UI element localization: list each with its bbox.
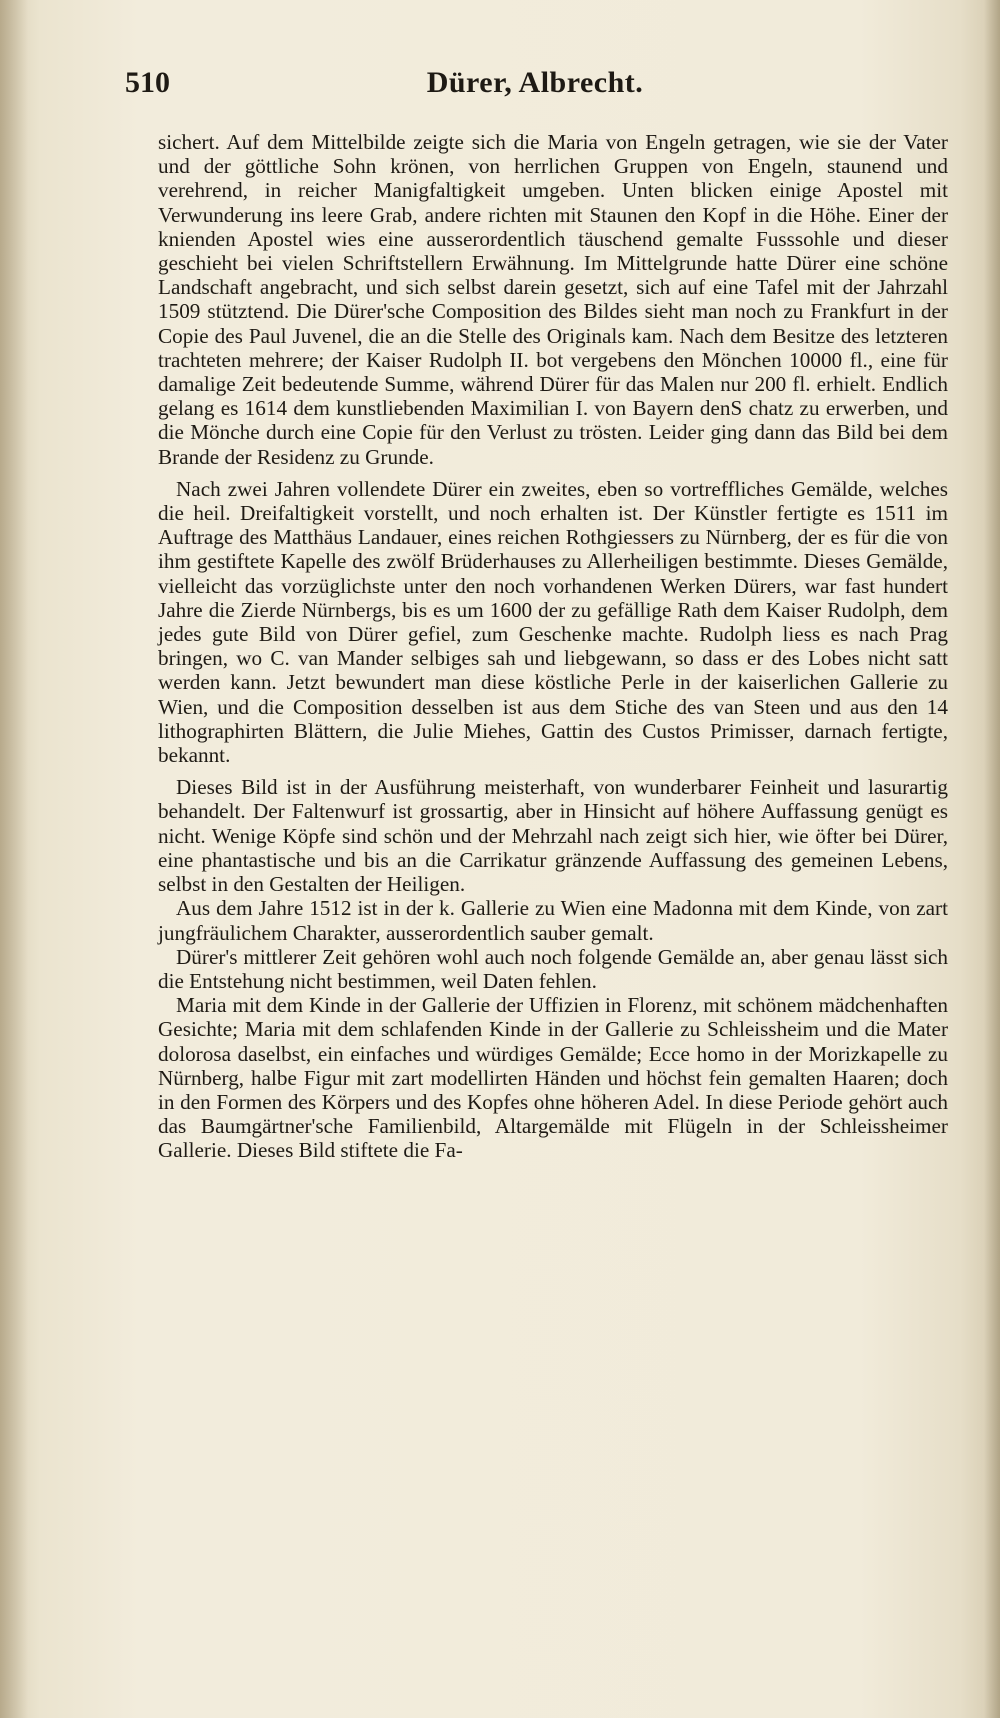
page-header	[125, 66, 945, 116]
page-number: 510	[125, 66, 170, 99]
paragraph: Dürer's mittlerer Zeit gehören wohl auch noch folgende Gemälde an, aber genau lässt sich die Entstehung nicht bestimmen, weil Daten fehlen.	[158, 944, 948, 993]
paragraph: Aus dem Jahre 1512 ist in der k. Gallerie zu Wien eine Madonna mit dem Kinde, von zart jungfräulichem Charakter, ausserordentlich sauber gemalt.	[158, 896, 948, 945]
running-title: Dürer, Albrecht.	[426, 66, 644, 99]
body-text	[158, 130, 948, 1163]
paragraph: sichert. Auf dem Mittelbilde zeigte sich die Maria von Engeln getragen, wie sie der Vater und der göttliche Sohn krönen, von herrlichen Gruppen von Engeln, staunend und verehrend, in reicher Manigfaltigkeit umgeben. Unten blicken einige Apostel mit Verwunderung ins leere Grab, andere richten mit Staunen den Kopf in die Höhe. Einer der knienden Apostel wies eine ausserordentlich täuschend gemalte Fusssohle und dieser geschieht bei vielen Schriftstellern Erwähnung. Im Mittelgrunde hatte Dürer eine schöne Landschaft angebracht, und sich selbst darein gesetzt, sich auf eine Tafel mit der Jahrzahl 1509 stütztend. Die Dürer'sche Composition des Bildes sieht man noch zu Frankfurt in der Copie des Paul Juvenel, die an die Stelle des Originals kam. Nach dem Besitze des letzteren trachteten mehrere; der Kaiser Rudolph II. bot vergebens den Mönchen 10000 fl., eine für damalige Zeit bedeutende Summe, während Dürer für das Malen nur 200 fl. erhielt. Endlich gelang es 1614 dem kunstliebenden Maximilian I. von Bayern denS chatz zu erwerben, und die Mönche durch eine Copie für den Verlust zu trösten. Leider ging dann das Bild bei dem Brande der Residenz zu Grunde.	[158, 130, 948, 469]
spine-shadow	[0, 0, 28, 1718]
paragraph: Dieses Bild ist in der Ausführung meisterhaft, von wunderbarer Feinheit und lasurartig behandelt. Der Faltenwurf ist grossartig, aber in Hinsicht auf höhere Auffassung genügt es nicht. Wenige Köpfe sind schön und der Mehrzahl nach zeigt sich hier, wie öfter bei Dürer, eine phantastische und bis an die Carrikatur gränzende Auffassung des gemeinen Lebens, selbst in den Gestalten der Heiligen.	[158, 775, 948, 897]
paragraph: Nach zwei Jahren vollendete Dürer ein zweites, eben so vortreffliches Gemälde, welches die heil. Dreifaltigkeit vorstellt, und noch erhalten ist. Der Künstler fertigte es 1511 im Auftrage des Matthäus Landauer, eines reichen Rothgiessers zu Nürnberg, der es für die von ihm gestiftete Kapelle des zwölf Brüderhauses zu Allerheiligen bestimmte. Dieses Gemälde, vielleicht das vorzüglichste unter den noch vorhandenen Werken Dürers, war fast hundert Jahre die Zierde Nürnbergs, bis es um 1600 der zu gefällige Rath dem Kaiser Rudolph, dem jedes gute Bild von Dürer gefiel, zum Geschenke machte. Rudolph liess es nach Prag bringen, wo C. van Mander selbiges sah und liebgewann, so dass er des Lobes nicht satt werden kann. Jetzt bewundert man diese köstliche Perle in der kaiserlichen Gallerie zu Wien, und die Composition desselben ist aus dem Stiche des van Steen und aus den 14 lithographirten Blättern, die Julie Miehes, Gattin des Custos Primisser, darnach fertigte, bekannt.	[158, 476, 948, 768]
edge-shadow	[984, 0, 1000, 1718]
paragraph: Maria mit dem Kinde in der Gallerie der Uffizien in Florenz, mit schönem mädchenhaften Gesichte; Maria mit dem schlafenden Kinde in der Gallerie zu Schleissheim und die Mater dolorosa daselbst, ein einfaches und würdiges Gemälde; Ecce homo in der Morizkapelle zu Nürnberg, halbe Figur mit zart modellirten Händen und höchst fein gemalten Haaren; doch in den Formen des Körpers und des Kopfes ohne höheren Adel. In diese Periode gehört auch das Baumgärtner'sche Familienbild, Altargemälde mit Flügeln in der Schleissheimer Gallerie. Dieses Bild stiftete die Fa-	[158, 993, 948, 1163]
